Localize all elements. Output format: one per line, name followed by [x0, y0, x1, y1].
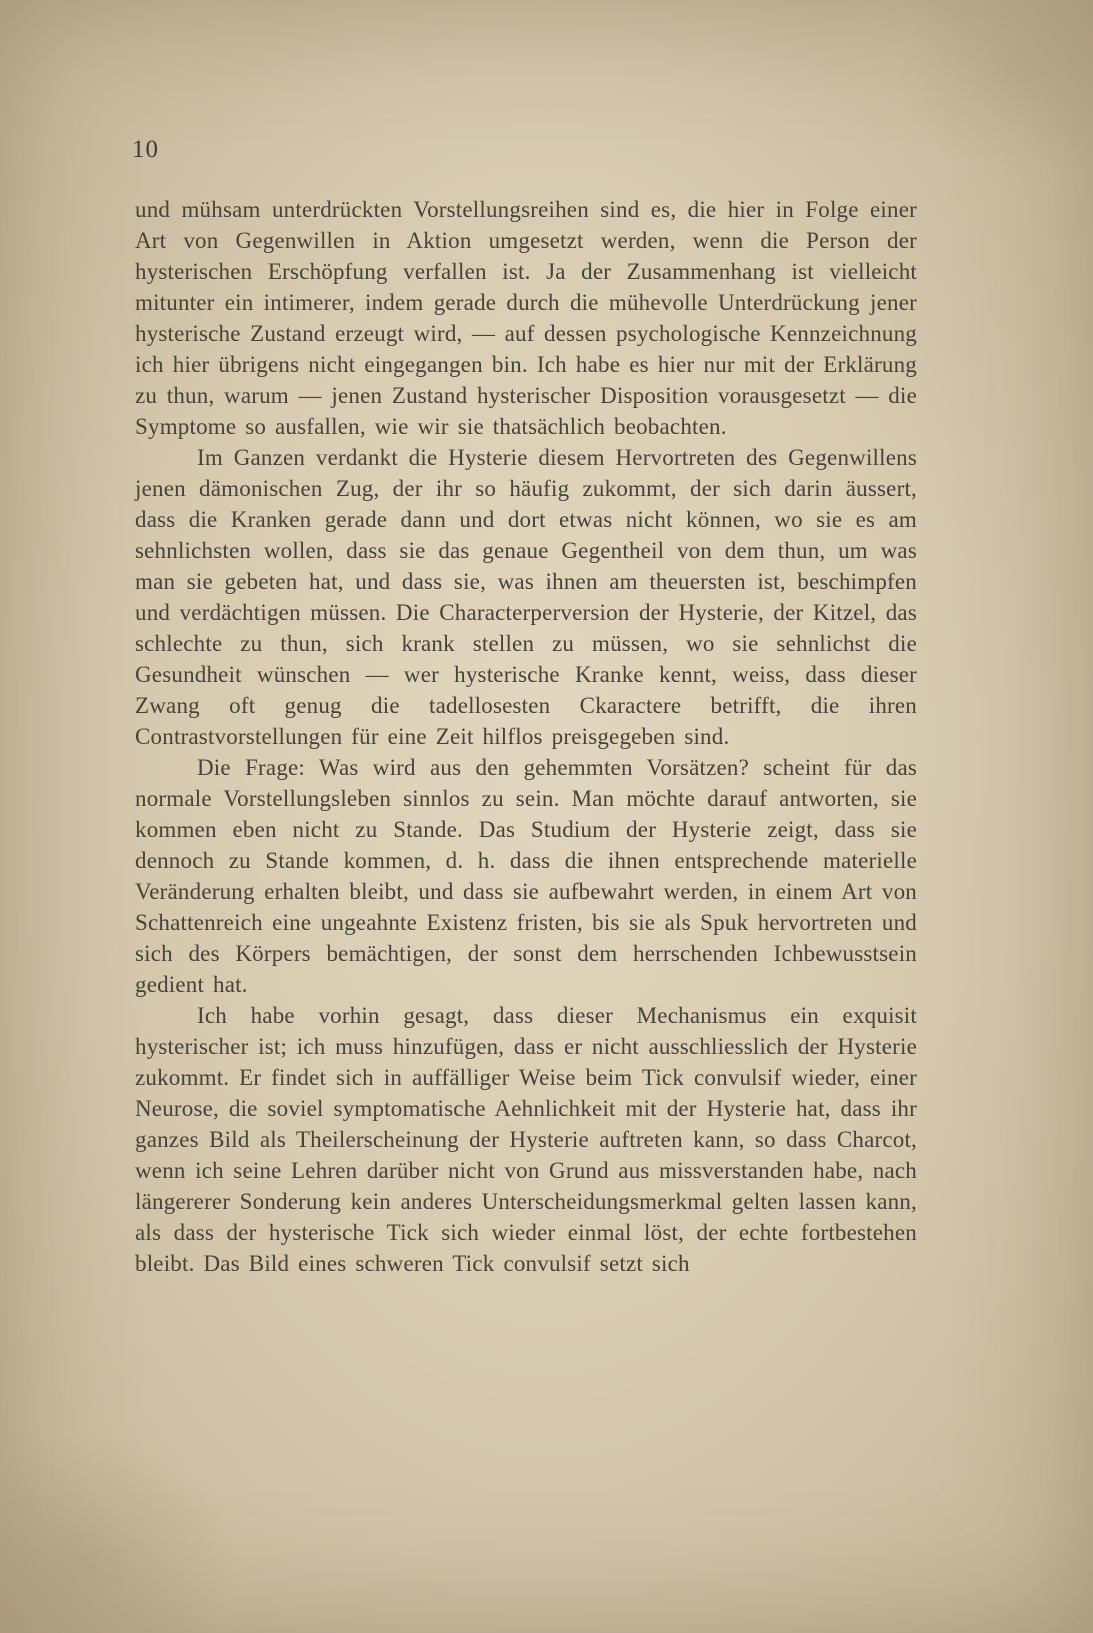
paragraph: Die Frage: Was wird aus den gehemmten Vorsätzen? scheint für das normale Vorstellungsleben sinnlos zu sein. Man möchte darauf antworten, sie kommen eben nicht zu Stande. Das Studium der Hysterie zeigt, dass sie dennoch zu Stande kommen, d. h. dass die ihnen entsprechende materielle Veränderung erhalten bleibt, und dass sie aufbewahrt werden, in einem Art von Schattenreich eine ungeahnte Existenz fristen, bis sie als Spuk hervortreten und sich des Körpers bemächtigen, der sonst dem herrschenden Ichbewusstsein gedient hat.	[135, 755, 917, 997]
paragraph: Ich habe vorhin gesagt, dass dieser Mechanismus ein exquisit hysterischer ist; ich muss hinzufügen, dass er nicht ausschliesslich der Hysterie zukommt. Er findet sich in auffälliger Weise beim Tick convulsif wieder, einer Neurose, die soviel symptomatische Aehnlichkeit mit der Hysterie hat, dass ihr ganzes Bild als Theilerscheinung der Hysterie auftreten kann, so dass Charcot, wenn ich seine Lehren darüber nicht von Grund aus missverstanden habe, nach längererer Sonderung kein anderes Unterscheidungsmerkmal gelten lassen kann, als dass der hysterische Tick sich wieder einmal löst, der echte fortbestehen bleibt. Das Bild eines schweren Tick convulsif setzt sich	[135, 1003, 917, 1276]
page-number: 10	[132, 136, 159, 163]
text-block	[135, 194, 917, 1279]
paragraph: Im Ganzen verdankt die Hysterie diesem Hervortreten des Gegenwillens jenen dämonischen Zug, der ihr so häufig zukommt, der sich darin äussert, dass die Kranken gerade dann und dort etwas nicht können, wo sie es am sehnlichsten wollen, dass sie das genaue Gegentheil von dem thun, um was man sie gebeten hat, und dass sie, was ihnen am theuersten ist, beschimpfen und verdächtigen müssen. Die Characterperversion der Hysterie, der Kitzel, das schlechte zu thun, sich krank stellen zu müssen, wo sie sehnlichst die Gesundheit wünschen — wer hysterische Kranke kennt, weiss, dass dieser Zwang oft genug die tadellosesten Ckaractere betrifft, die ihren Contrastvorstellungen für eine Zeit hilflos preisgegeben sind.	[135, 445, 917, 749]
scan-shadow-bottom-left	[0, 1433, 240, 1633]
paragraph-continuation: und mühsam unterdrückten Vorstellungsreihen sind es, die hier in Folge einer Art von Gegenwillen in Aktion umgesetzt werden, wenn die Person der hysterischen Erschöpfung verfallen ist. Ja der Zusammenhang ist vielleicht mitunter ein intimerer, indem gerade durch die mühevolle Unterdrückung jener hysterische Zustand erzeugt wird, — auf dessen psychologische Kennzeichnung ich hier übrigens nicht eingegangen bin. Ich habe es hier nur mit der Erklärung zu thun, warum — jenen Zustand hysterischer Disposition vorausgesetzt — die Symptome so ausfallen, wie wir sie thatsächlich beobachten.	[135, 197, 917, 439]
scan-shadow-top-right	[893, 0, 1093, 180]
